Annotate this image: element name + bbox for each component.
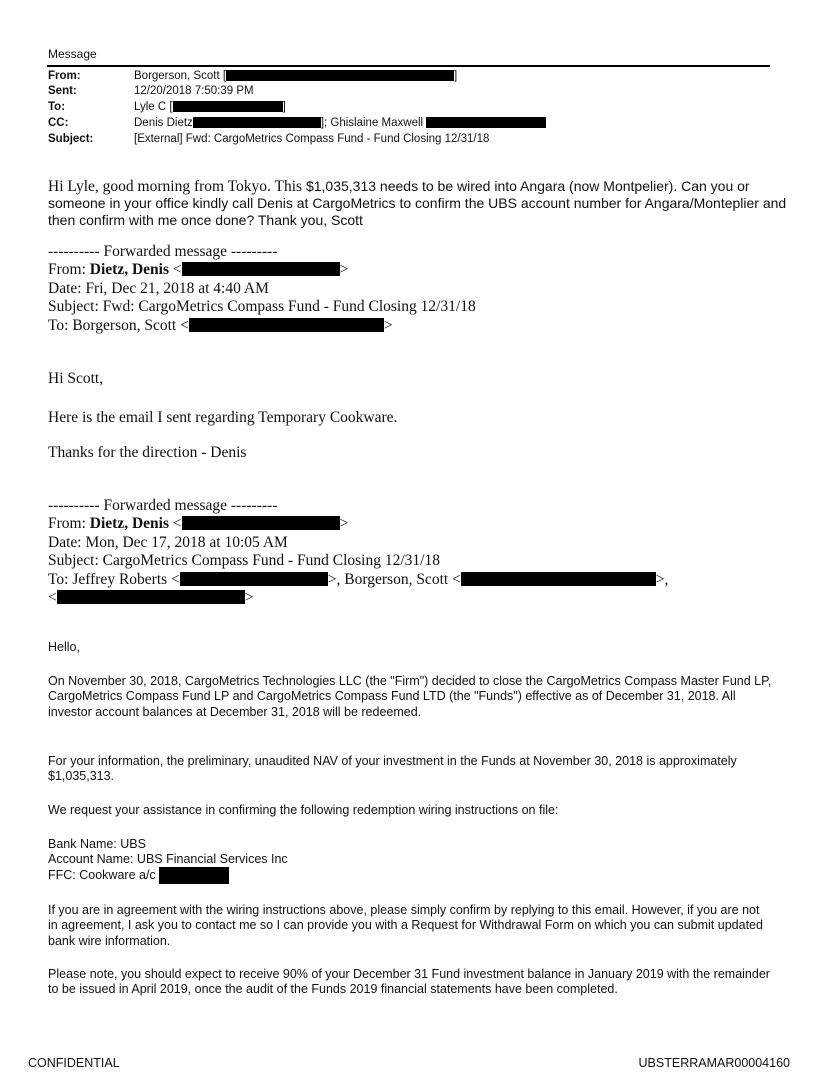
fwd1-greeting: Hi Scott, — [48, 370, 104, 387]
header-from-row — [48, 69, 457, 84]
fwd2-to-end: >, — [655, 571, 669, 588]
header-subject-value: [External] Fwd: CargoMetrics Compass Fund - Fund Closing 12/31/18 — [134, 133, 490, 145]
header-cc-mid: ]; Ghislaine Maxwell — [320, 117, 424, 129]
header-divider — [47, 65, 770, 67]
header-from-key: From: — [48, 70, 81, 82]
message-label: Message — [48, 47, 97, 61]
redaction-block — [226, 70, 454, 81]
letter-paragraph-1: On November 30, 2018, CargoMetrics Technologies LLC (the "Firm") decided to close the CargoMetrics Compass Master Fund LP, CargoMetrics Compass Fund LP and CargoMetrics Compass Fund LTD (the "Funds") effective as of December 31, 2018. All investor account balances at December 31, 2018 will be redeemed. — [48, 674, 772, 719]
fwd1-to — [48, 316, 393, 335]
header-cc-value: Denis Dietz — [134, 117, 193, 129]
letter-hello: Hello, — [48, 640, 80, 654]
fwd2-date: Date: Mon, Dec 17, 2018 at 10:05 AM — [48, 534, 288, 551]
redaction-block — [193, 117, 321, 128]
redaction-block — [182, 262, 340, 276]
header-subject-row — [48, 132, 489, 147]
header-from-value: Borgerson, Scott [ — [134, 70, 227, 82]
fwd2-from-gt: > — [339, 515, 349, 532]
redaction-block — [173, 101, 283, 112]
fwd1-from-name: Dietz, Denis — [89, 261, 169, 278]
fwd2-to — [48, 570, 668, 589]
fwd2-from-prefix: From: — [48, 515, 90, 532]
wire-ffc — [48, 867, 772, 884]
top-message-lead: Hi Lyle, good morning from Tokyo. This — [48, 178, 306, 195]
fwd2-divider: ---------- Forwarded message --------- — [48, 497, 278, 514]
fwd1-from-prefix: From: — [48, 261, 90, 278]
top-message-rest: $1,035,313 needs to be wired into Angara (now Montpelier). Can you or someone in your office kindly call Denis at CargoMetrics to confirm the UBS account number for Angara/Monteplier and then confirm with me once done? Thank you, Scott — [48, 178, 787, 228]
header-subject-key: Subject: — [48, 133, 94, 145]
top-message — [48, 178, 788, 229]
redaction-block — [189, 318, 384, 332]
fwd1-from-lt: < — [168, 261, 182, 278]
fwd1-divider: ---------- Forwarded message --------- — [48, 243, 278, 260]
header-cc-row — [48, 116, 546, 131]
redaction-block — [57, 590, 245, 604]
fwd2-to-prefix: To: Jeffrey Roberts < — [48, 571, 180, 588]
redaction-block — [159, 867, 229, 884]
redaction-block — [180, 572, 328, 586]
header-to-close: ] — [282, 101, 286, 113]
header-to-key: To: — [48, 101, 66, 113]
header-to-row — [48, 100, 286, 115]
fwd1-from — [48, 260, 348, 279]
wire-ffc-label: FFC: Cookware a/c — [48, 868, 156, 882]
fwd2-from-lt: < — [168, 515, 182, 532]
fwd1-body: Here is the email I sent regarding Temporary Cookware. — [48, 409, 398, 426]
letter-paragraph-5: Please note, you should expect to receive 90% of your December 31 Fund investment balance in January 2019 with the remainder to be issued in April 2019, once the audit of the Funds 2019 financial statements have been completed. — [48, 967, 770, 997]
header-from-close: ] — [454, 70, 458, 82]
redaction-block — [461, 572, 656, 586]
fwd2-to-cont — [48, 588, 254, 607]
fwd1-date: Date: Fri, Dec 21, 2018 at 4:40 AM — [48, 280, 269, 297]
wire-bank-name: Bank Name: UBS — [48, 837, 146, 851]
fwd2-cont-gt: > — [244, 589, 254, 606]
letter-paragraph-2: For your information, the preliminary, unaudited NAV of your investment in the Funds at November 30, 2018 is approximately $1,035,313. — [48, 754, 737, 784]
fwd2-cont-lt: < — [48, 589, 57, 606]
fwd1-subject: Subject: Fwd: CargoMetrics Compass Fund - Fund Closing 12/31/18 — [48, 298, 476, 315]
header-sent-key: Sent: — [48, 85, 77, 97]
letter-paragraph-4: If you are in agreement with the wiring instructions above, please simply confirm by replying to this email. However, if you are not in agreement, I ask you to contact me so I can provide you with a Request for Withdrawal Form on which you can submit updated bank wire information. — [48, 903, 763, 948]
footer-confidential: CONFIDENTIAL — [28, 1056, 120, 1070]
header-sent-row — [48, 84, 254, 99]
fwd1-to-gt: > — [383, 317, 393, 334]
redaction-block — [182, 516, 340, 530]
header-cc-key: CC: — [48, 117, 69, 129]
fwd2-subject: Subject: CargoMetrics Compass Fund - Fund Closing 12/31/18 — [48, 552, 440, 569]
letter-paragraph-3: We request your assistance in confirming the following redemption wiring instructions on file: — [48, 803, 559, 817]
fwd2-from — [48, 514, 348, 533]
fwd1-from-gt: > — [339, 261, 349, 278]
redaction-block — [426, 117, 546, 128]
fwd1-to-prefix: To: Borgerson, Scott < — [48, 317, 189, 334]
fwd1-signoff: Thanks for the direction - Denis — [48, 444, 247, 461]
header-sent-value: 12/20/2018 7:50:39 PM — [134, 85, 254, 97]
fwd2-from-name: Dietz, Denis — [89, 515, 169, 532]
header-to-value: Lyle C [ — [134, 101, 173, 113]
fwd2-to-mid: >, Borgerson, Scott < — [327, 571, 461, 588]
footer-bates-number: UBSTERRAMAR00004160 — [638, 1056, 790, 1070]
wire-account-name: Account Name: UBS Financial Services Inc — [48, 852, 288, 866]
